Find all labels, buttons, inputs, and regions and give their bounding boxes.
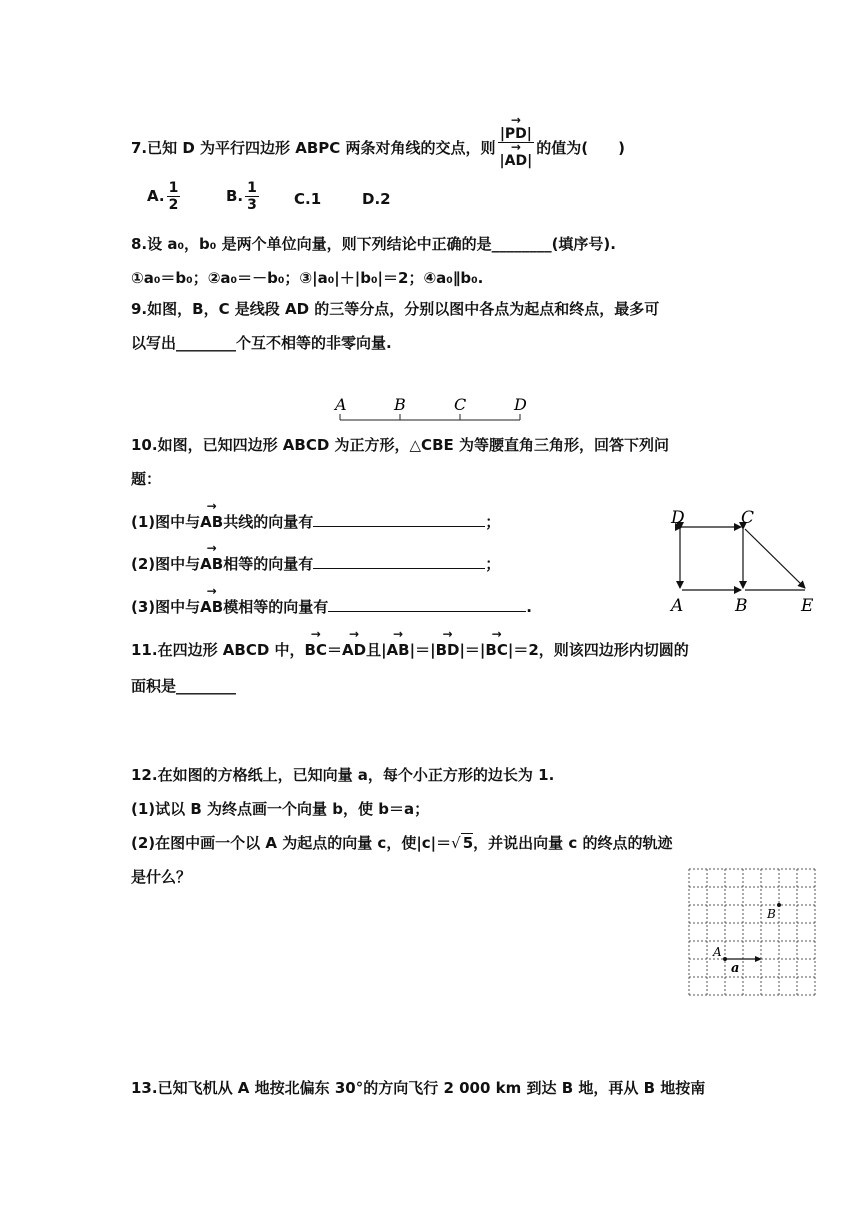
- q8-line2: ①a₀＝b₀；②a₀＝－b₀；③|a₀|＋|b₀|＝2；④a₀∥b₀.: [131, 269, 484, 287]
- q7-option-b: B. $\frac{1}{3}$: [226, 180, 257, 213]
- q10-label-e: E: [801, 596, 814, 616]
- q7-frac-den: → |AD|: [500, 153, 533, 169]
- q10-label-d: D: [671, 508, 685, 528]
- q12-label-a: A: [713, 945, 722, 959]
- q11-line1: 11.在四边形 ABCD 中，→ BC＝→ AD且|→ AB|＝|→ BD|＝|→ BC|＝2，则该四边形内切圆的: [131, 640, 689, 660]
- q9-point-c: C: [454, 395, 467, 414]
- q9-segment-figure: [325, 390, 540, 430]
- q10-sub2: (2)图中与→ AB相等的向量有 ；: [131, 554, 500, 574]
- q10-line2: 题：: [131, 470, 162, 488]
- q9-point-a: A: [335, 395, 347, 414]
- q9-line1: 9.如图，B，C 是线段 AD 的三等分点，分别以图中各点为起点和终点，最多可: [131, 300, 660, 318]
- q7-text-after: 的值为( ): [536, 139, 625, 157]
- q9-line2: 以写出________个互不相等的非零向量.: [131, 334, 392, 352]
- q7-fraction: [498, 118, 535, 169]
- q12-line2: (1)试以 B 为终点画一个向量 b，使 b＝a；: [131, 800, 430, 818]
- q10-blank-2: [313, 554, 485, 569]
- q10-line1: 10.如图，已知四边形 ABCD 为正方形，△CBE 为等腰直角三角形，回答下列问: [131, 436, 669, 454]
- q7-option-d: D.2: [362, 190, 391, 208]
- q10-sub1: (1)图中与→ AB共线的向量有 ；: [131, 512, 500, 532]
- q10-sub3: (3)图中与→ AB模相等的向量有 .: [131, 597, 532, 617]
- q10-square-figure: [665, 505, 825, 620]
- q12-line3: (2)在图中画一个以 A 为起点的向量 c，使|c|＝√ 5，并说出向量 c 的终点的轨迹: [131, 834, 673, 852]
- q10-blank-3: [328, 597, 526, 612]
- q7-option-a: A. $\frac{1}{2}$: [147, 180, 179, 213]
- q12-line1: 12.在如图的方格纸上，已知向量 a，每个小正方形的边长为 1.: [131, 766, 555, 784]
- q13-line1: 13.已知飞机从 A 地按北偏东 30°的方向飞行 2 000 km 到达 B 地，再从 B 地按南: [131, 1079, 706, 1097]
- q12-sqrt: 5: [462, 834, 474, 852]
- q10-label-b: B: [735, 596, 748, 616]
- q7-option-c: C.1: [294, 190, 322, 208]
- q12-label-b: B: [767, 907, 776, 921]
- q10-label-c: C: [741, 508, 755, 528]
- q10-label-a: A: [671, 596, 684, 616]
- q9-point-b: B: [394, 395, 406, 414]
- q12-label-vec-a: a: [731, 961, 740, 976]
- q7-frac-num: → |PD|: [500, 126, 532, 142]
- q8-line1: 8.设 a₀，b₀ 是两个单位向量，则下列结论中正确的是________(填序号).: [131, 235, 616, 253]
- q11-line2: 面积是________: [131, 677, 237, 695]
- q10-blank-1: [313, 512, 485, 527]
- q9-point-d: D: [514, 395, 527, 414]
- q7-text-before: 7.已知 D 为平行四边形 ABPC 两条对角线的交点，则: [131, 139, 496, 157]
- q12-line4: 是什么？: [131, 868, 192, 886]
- q12-grid-figure: [688, 868, 820, 1000]
- q7-line: [131, 128, 625, 169]
